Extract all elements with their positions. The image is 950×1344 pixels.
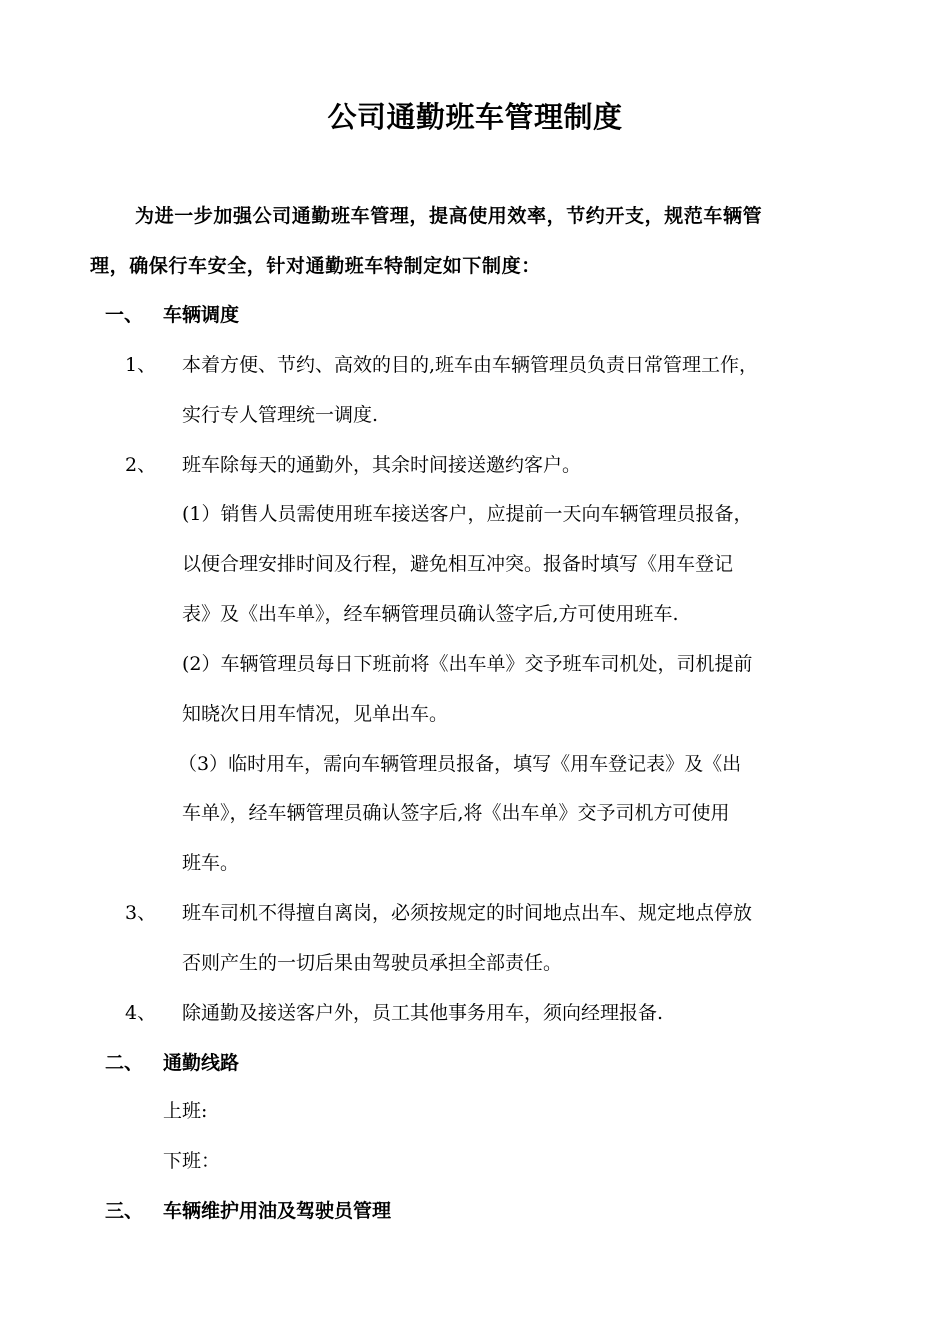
section-1-number: 一、: [105, 304, 144, 326]
intro-line-2: 理，确保行车安全，针对通勤班车特制定如下制度：: [90, 255, 541, 277]
subitem-1-line-2: 以便合理安排时间及行程，避免相互冲突。报备时填写《用车登记: [182, 553, 734, 575]
item-4-number: 4、: [125, 1002, 157, 1024]
subitem-3-line-1: （3）临时用车，需向车辆管理员报备，填写《用车登记表》及《出: [178, 753, 742, 775]
section-3-heading: 车辆维护用油及驾驶员管理: [163, 1200, 392, 1222]
item-3-number: 3、: [125, 902, 157, 924]
commute-morning-label: 上班:: [163, 1100, 208, 1122]
item-1-line-2: 实行专人管理统一调度.: [182, 404, 379, 426]
subitem-3-line-3: 班车。: [182, 852, 240, 874]
item-2-number: 2、: [125, 454, 157, 476]
subitem-2-line-1: (2）车辆管理员每日下班前将《出车单》交予班车司机处，司机提前: [182, 653, 753, 675]
section-1-heading: 车辆调度: [163, 304, 240, 326]
section-2-number: 二、: [105, 1052, 144, 1074]
subitem-1-line-3: 表》及《出车单》，经车辆管理员确认签字后,方可使用班车.: [182, 603, 679, 625]
item-3-line-2: 否则产生的一切后果由驾驶员承担全部责任。: [182, 952, 563, 974]
subitem-3-line-2: 车单》，经车辆管理员确认签字后,将《出车单》交予司机方可使用: [182, 802, 730, 824]
intro-line-1: 为进一步加强公司通勤班车管理，提高使用效率，节约开支，规范车辆管: [135, 205, 763, 227]
item-1-line-1: 本着方便、节约、高效的目的,班车由车辆管理员负责日常管理工作，: [182, 354, 759, 376]
section-2-heading: 通勤线路: [163, 1052, 240, 1074]
subitem-1-line-1: (1）销售人员需使用班车接送客户，应提前一天向车辆管理员报备，: [182, 503, 753, 525]
subitem-2-line-2: 知晓次日用车情况，见单出车。: [182, 703, 449, 725]
item-2-line-1: 班车除每天的通勤外，其余时间接送邀约客户。: [182, 454, 582, 476]
section-3-number: 三、: [105, 1200, 144, 1222]
document-title: 公司通勤班车管理制度: [327, 100, 623, 134]
item-1-number: 1、: [125, 354, 157, 376]
item-4-line-1: 除通勤及接送客户外，员工其他事务用车，须向经理报备.: [182, 1002, 664, 1024]
commute-evening-label: 下班：: [163, 1150, 221, 1172]
item-3-line-1: 班车司机不得擅自离岗，必须按规定的时间地点出车、规定地点停放: [182, 902, 753, 924]
